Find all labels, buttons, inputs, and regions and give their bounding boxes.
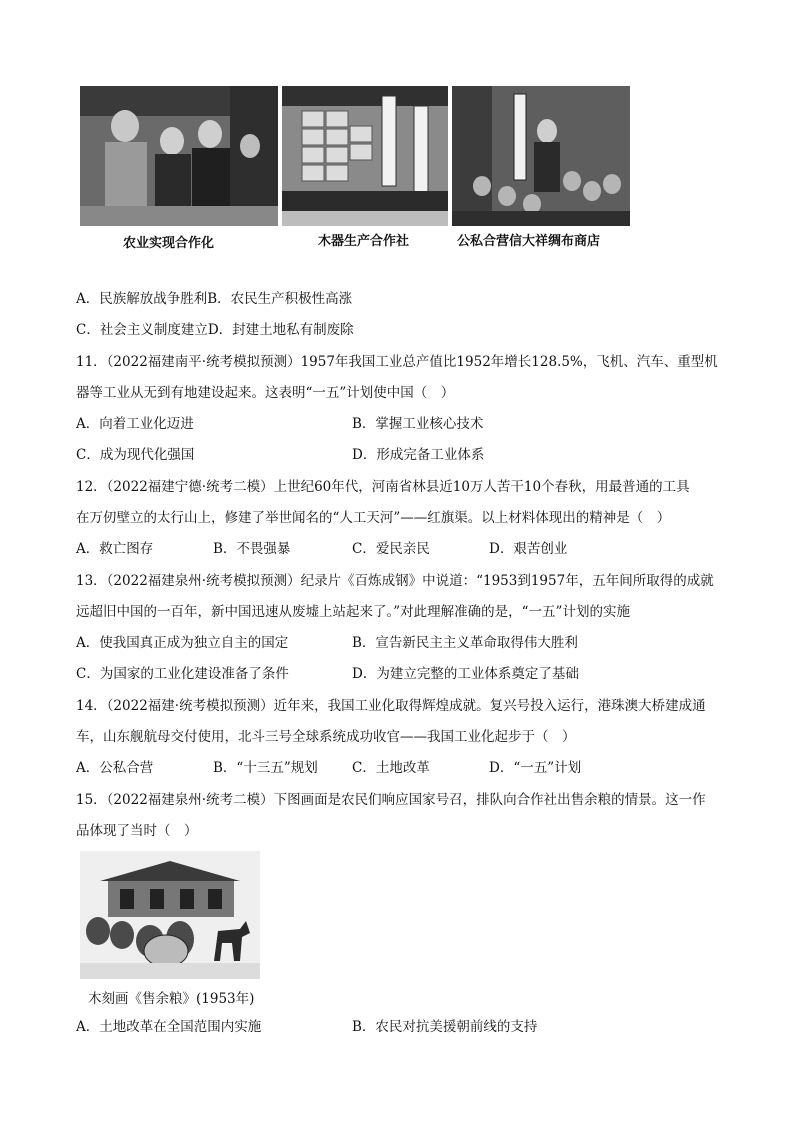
q13-stem-line2: 远超旧中国的一百年，新中国迅速从废墟上站起来了。”对此理解准确的是，“一五”计划的实施 [76, 604, 630, 620]
q14-option-d: D．“一五”计划 [489, 760, 582, 776]
q12-option-a: A．救亡图存 [76, 541, 154, 557]
woodcut-caption: 木刻画《售余粮》(1953年) [88, 991, 255, 1007]
q11-stem-line2: 器等工业从无到有地建设起来。这表明“一五”计划使中国（ ） [76, 385, 455, 401]
joint-venture-store-photo [452, 86, 630, 226]
wood-cooperative-photo [282, 86, 448, 226]
q13-option-d: D．为建立完整的工业体系奠定了基础 [352, 666, 579, 682]
photo-caption-store: 公私合营信大祥绸布商店 [457, 234, 601, 249]
q11-option-a: A．向着工业化迈进 [76, 416, 194, 432]
q15-option-b: B．农民对抗美援朝前线的支持 [352, 1019, 538, 1035]
q11-stem-line1: 11．（2022福建南平·统考模拟预测）1957年我国工业总产值比1952年增长128.5%，飞机、汽车、重型机 [76, 354, 718, 370]
q11-option-c: C．成为现代化强国 [76, 447, 195, 463]
q12-stem-line1: 12．（2022福建宁德·统考二模）上世纪60年代，河南省林县近10万人苦干10个春秋，用最普通的工具 [76, 479, 690, 495]
q14-option-a: A．公私合营 [76, 760, 154, 776]
q14-stem-line1: 14．（2022福建·统考模拟预测）近年来，我国工业化取得辉煌成就。复兴号投入运行，港珠澳大桥建成通 [76, 698, 706, 714]
woodcut-selling-grain-image [80, 851, 260, 979]
q13-option-b: B．宣告新民主主义革命取得伟大胜利 [352, 635, 578, 651]
historical-photo-strip [80, 86, 630, 228]
q13-option-a: A．使我国真正成为独立自主的国定 [76, 635, 289, 651]
q15-stem-line1: 15．（2022福建泉州·统考二模）下图画面是农民们响应国家号召，排队向合作社出售余粮的情景。这一作 [76, 792, 706, 808]
q10-options-ab: A．民族解放战争胜利B．农民生产积极性高涨 [76, 291, 353, 307]
q11-option-d: D．形成完备工业体系 [352, 447, 485, 463]
photo-caption-agriculture: 农业实现合作化 [123, 236, 215, 251]
q14-option-b: B．“十三五”规划 [213, 760, 318, 776]
q12-option-b: B．不畏强暴 [213, 541, 291, 557]
q14-stem-line2: 车，山东舰航母交付使用，北斗三号全球系统成功收官——我国工业化起步于（ ） [76, 729, 576, 745]
agriculture-cooperative-photo [80, 86, 278, 226]
q13-stem-line1: 13．（2022福建泉州·统考模拟预测）纪录片《百炼成钢》中说道：“1953到1957年，五年间所取得的成就 [76, 573, 714, 589]
q14-option-c: C．土地改革 [352, 760, 430, 776]
q12-option-d: D．艰苦创业 [489, 541, 568, 557]
q13-option-c: C．为国家的工业化建设准备了条件 [76, 666, 289, 682]
photo-caption-wood: 木器生产合作社 [318, 234, 410, 249]
q10-options-cd: C．社会主义制度建立D．封建土地私有制废除 [76, 322, 354, 338]
q15-stem-line2: 品体现了当时（ ） [76, 823, 198, 839]
q15-option-a: A．土地改革在全国范围内实施 [76, 1019, 262, 1035]
q12-stem-line2: 在万仞壁立的太行山上，修建了举世闻名的“人工天河”——红旗渠。以上材料体现出的精神是（ ） [76, 510, 671, 526]
q11-option-b: B．掌握工业核心技术 [352, 416, 484, 432]
q12-option-c: C．爱民亲民 [352, 541, 430, 557]
